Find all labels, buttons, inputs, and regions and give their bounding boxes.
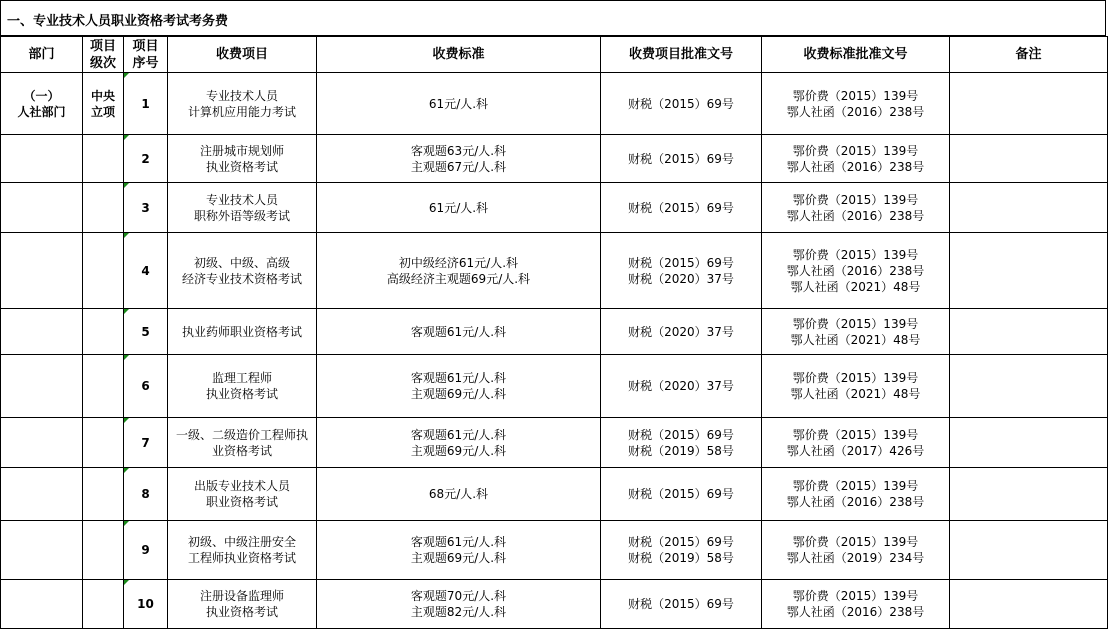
seq-cell: 7 — [124, 418, 168, 468]
standard-cell — [317, 418, 601, 468]
approval-cell — [601, 309, 762, 355]
std-approval-cell — [762, 135, 950, 183]
standard-cell — [317, 580, 601, 629]
standard-cell — [317, 135, 601, 183]
item-cell-line: 专业技术人员 — [205, 192, 278, 207]
remark-cell — [950, 73, 1108, 135]
approval-cell-line: 财税（2015）69号 — [628, 200, 734, 215]
std-approval-cell-line: 鄂人社函（2019）234号 — [786, 551, 925, 565]
approval-cell-line: 财税（2015）69号 — [628, 487, 734, 501]
table-row — [1, 73, 1108, 135]
header-seq-line2: 序号 — [132, 55, 159, 71]
item-cell — [168, 521, 317, 580]
level-cell — [83, 135, 124, 183]
item-cell — [168, 73, 317, 135]
std-approval-cell-line: 鄂人社函（2016）238号 — [786, 159, 925, 174]
table-row — [1, 183, 1108, 233]
approval-cell — [601, 468, 762, 521]
approval-cell-line: 财税（2015）69号 — [628, 427, 734, 442]
approval-cell-line: 财税（2015）69号 — [628, 535, 734, 549]
level-cell — [83, 73, 124, 135]
item-cell-line: 职称外语等级考试 — [193, 208, 290, 223]
section-title: 一、专业技术人员职业资格考试考务费 — [7, 14, 229, 29]
standard-cell-line: 客观题61元/人.科 — [410, 427, 507, 442]
approval-cell-line: 财税（2020）37号 — [628, 271, 734, 286]
std-approval-cell-line: 鄂人社函（2021）48号 — [790, 387, 921, 401]
dept-cell — [1, 355, 83, 418]
table-row — [1, 580, 1108, 629]
approval-cell — [601, 355, 762, 418]
item-cell-line: 计算机应用能力考试 — [187, 104, 296, 119]
level-cell-line: 立项 — [90, 104, 115, 119]
item-cell — [168, 233, 317, 309]
table-row — [1, 468, 1108, 521]
std-approval-cell-line: 鄂人社函（2016）238号 — [786, 104, 925, 119]
approval-cell-line: 财税（2015）69号 — [628, 151, 734, 166]
dept-cell — [1, 418, 83, 468]
item-cell-line: 执业药师职业资格考试 — [181, 324, 302, 339]
seq-cell: 9 — [124, 521, 168, 580]
standard-cell-line: 68元/人.科 — [428, 487, 489, 501]
std-approval-cell — [762, 183, 950, 233]
header-level — [83, 37, 124, 73]
level-cell — [83, 418, 124, 468]
table-row — [1, 355, 1108, 418]
level-cell — [83, 183, 124, 233]
remark-cell — [950, 135, 1108, 183]
remark-cell — [950, 580, 1108, 629]
approval-cell-line: 财税（2019）58号 — [628, 443, 734, 458]
header-std-approval: 收费标准批准文号 — [762, 37, 950, 73]
standard-cell-line: 客观题63元/人.科 — [410, 143, 507, 158]
approval-cell — [601, 73, 762, 135]
approval-cell — [601, 183, 762, 233]
header-standard: 收费标准 — [317, 37, 601, 73]
level-cell — [83, 233, 124, 309]
header-seq-line1: 项目 — [132, 38, 159, 54]
table-row — [1, 309, 1108, 355]
approval-cell-line: 财税（2020）37号 — [628, 324, 734, 339]
std-approval-cell-line: 鄂价费（2015）139号 — [792, 535, 919, 549]
seq-cell: 4 — [124, 233, 168, 309]
item-cell-line: 业资格考试 — [211, 443, 272, 458]
approval-cell-line: 财税（2015）69号 — [628, 255, 734, 270]
std-approval-cell-line: 鄂价费（2015）139号 — [792, 479, 919, 493]
dept-cell — [1, 73, 83, 135]
approval-cell — [601, 135, 762, 183]
standard-cell-line: 客观题70元/人.科 — [410, 589, 507, 603]
remark-cell — [950, 418, 1108, 468]
remark-cell — [950, 521, 1108, 580]
header-seq — [124, 37, 168, 73]
dept-cell — [1, 521, 83, 580]
table-body — [1, 73, 1108, 629]
remark-cell — [950, 183, 1108, 233]
standard-cell-line: 主观题69元/人.科 — [410, 551, 507, 565]
table-row — [1, 135, 1108, 183]
item-cell-line: 经济专业技术资格考试 — [181, 271, 302, 286]
std-approval-cell — [762, 233, 950, 309]
seq-cell: 8 — [124, 468, 168, 521]
fee-table — [0, 36, 1108, 629]
standard-cell — [317, 233, 601, 309]
standard-cell-line: 客观题61元/人.科 — [410, 324, 507, 339]
item-cell-line: 注册设备监理师 — [199, 589, 284, 603]
std-approval-cell-line: 鄂价费（2015）139号 — [792, 247, 919, 262]
table-row — [1, 418, 1108, 468]
approval-cell-line: 财税（2019）58号 — [628, 551, 734, 565]
item-cell — [168, 468, 317, 521]
standard-cell-line: 客观题61元/人.科 — [410, 371, 507, 385]
std-approval-cell — [762, 521, 950, 580]
standard-cell-line: 主观题82元/人.科 — [410, 605, 507, 619]
approval-cell — [601, 580, 762, 629]
std-approval-cell-line: 鄂价费（2015）139号 — [792, 143, 919, 158]
std-approval-cell-line: 鄂人社函（2016）238号 — [786, 208, 925, 223]
item-cell-line: 工程师执业资格考试 — [187, 551, 296, 565]
std-approval-cell-line: 鄂价费（2015）139号 — [792, 427, 919, 442]
seq-cell: 6 — [124, 355, 168, 418]
item-cell — [168, 183, 317, 233]
seq-cell: 3 — [124, 183, 168, 233]
std-approval-cell-line: 鄂价费（2015）139号 — [792, 316, 919, 331]
dept-cell-line: （一） — [23, 88, 60, 103]
remark-cell — [950, 468, 1108, 521]
item-cell — [168, 135, 317, 183]
dept-cell — [1, 233, 83, 309]
standard-cell — [317, 521, 601, 580]
standard-cell — [317, 309, 601, 355]
std-approval-cell — [762, 73, 950, 135]
item-cell-line: 监理工程师 — [211, 371, 272, 385]
item-cell-line: 执业资格考试 — [205, 159, 278, 174]
standard-cell — [317, 468, 601, 521]
std-approval-cell-line: 鄂价费（2015）139号 — [792, 371, 919, 385]
standard-cell — [317, 73, 601, 135]
dept-cell — [1, 309, 83, 355]
std-approval-cell — [762, 418, 950, 468]
item-cell — [168, 580, 317, 629]
item-cell-line: 初级、中级注册安全 — [187, 535, 296, 549]
std-approval-cell — [762, 580, 950, 629]
dept-cell — [1, 468, 83, 521]
seq-cell: 1 — [124, 73, 168, 135]
remark-cell — [950, 309, 1108, 355]
std-approval-cell — [762, 355, 950, 418]
approval-cell-line: 财税（2015）69号 — [628, 96, 734, 111]
standard-cell-line: 客观题61元/人.科 — [410, 535, 507, 549]
header-level-line1: 项目 — [89, 38, 116, 54]
standard-cell-line: 高级经济主观题69元/人.科 — [386, 271, 531, 286]
seq-cell: 2 — [124, 135, 168, 183]
dept-cell-line: 人社部门 — [17, 104, 66, 119]
standard-cell — [317, 355, 601, 418]
std-approval-cell — [762, 309, 950, 355]
remark-cell — [950, 233, 1108, 309]
std-approval-cell-line: 鄂人社函（2016）238号 — [786, 495, 925, 509]
item-cell-line: 职业资格考试 — [205, 495, 278, 509]
standard-cell-line: 主观题67元/人.科 — [410, 159, 507, 174]
dept-cell — [1, 580, 83, 629]
standard-cell-line: 主观题69元/人.科 — [410, 443, 507, 458]
item-cell-line: 执业资格考试 — [205, 605, 278, 619]
item-cell-line: 初级、中级、高级 — [193, 255, 290, 270]
std-approval-cell-line: 鄂人社函（2021）48号 — [790, 332, 921, 347]
standard-cell-line: 主观题69元/人.科 — [410, 387, 507, 401]
approval-cell — [601, 418, 762, 468]
dept-cell — [1, 183, 83, 233]
item-cell-line: 专业技术人员 — [205, 88, 278, 103]
approval-cell — [601, 521, 762, 580]
level-cell — [83, 521, 124, 580]
header-remark: 备注 — [950, 37, 1108, 73]
item-cell-line: 执业资格考试 — [205, 387, 278, 401]
std-approval-cell-line: 鄂人社函（2016）238号 — [786, 605, 925, 619]
standard-cell — [317, 183, 601, 233]
table-row — [1, 521, 1108, 580]
approval-cell — [601, 233, 762, 309]
level-cell — [83, 580, 124, 629]
item-cell — [168, 418, 317, 468]
section-title-row — [0, 0, 1106, 36]
approval-cell-line: 财税（2015）69号 — [628, 597, 734, 611]
item-cell-line: 出版专业技术人员 — [193, 479, 290, 493]
seq-cell: 5 — [124, 309, 168, 355]
header-level-line2: 级次 — [89, 55, 116, 71]
seq-cell: 10 — [124, 580, 168, 629]
level-cell — [83, 355, 124, 418]
std-approval-cell-line: 鄂人社函（2021）48号 — [790, 279, 921, 294]
item-cell-line: 一级、二级造价工程师执 — [175, 427, 308, 442]
approval-cell-line: 财税（2020）37号 — [628, 379, 734, 393]
item-cell — [168, 309, 317, 355]
standard-cell-line: 初中级经济61元/人.科 — [398, 255, 519, 270]
header-dept: 部门 — [1, 37, 83, 73]
standard-cell-line: 61元/人.科 — [428, 96, 489, 111]
header-item: 收费项目 — [168, 37, 317, 73]
item-cell — [168, 355, 317, 418]
std-approval-cell-line: 鄂人社函（2017）426号 — [786, 443, 925, 458]
std-approval-cell-line: 鄂价费（2015）139号 — [792, 192, 919, 207]
level-cell — [83, 309, 124, 355]
table-row — [1, 233, 1108, 309]
level-cell-line: 中央 — [90, 88, 115, 103]
standard-cell-line: 61元/人.科 — [428, 200, 489, 215]
item-cell-line: 注册城市规划师 — [199, 143, 284, 158]
level-cell — [83, 468, 124, 521]
dept-cell — [1, 135, 83, 183]
std-approval-cell-line: 鄂价费（2015）139号 — [792, 88, 919, 103]
header-row — [1, 37, 1108, 73]
std-approval-cell-line: 鄂人社函（2016）238号 — [786, 263, 925, 278]
remark-cell — [950, 355, 1108, 418]
std-approval-cell — [762, 468, 950, 521]
std-approval-cell-line: 鄂价费（2015）139号 — [792, 589, 919, 603]
header-approval: 收费项目批准文号 — [601, 37, 762, 73]
